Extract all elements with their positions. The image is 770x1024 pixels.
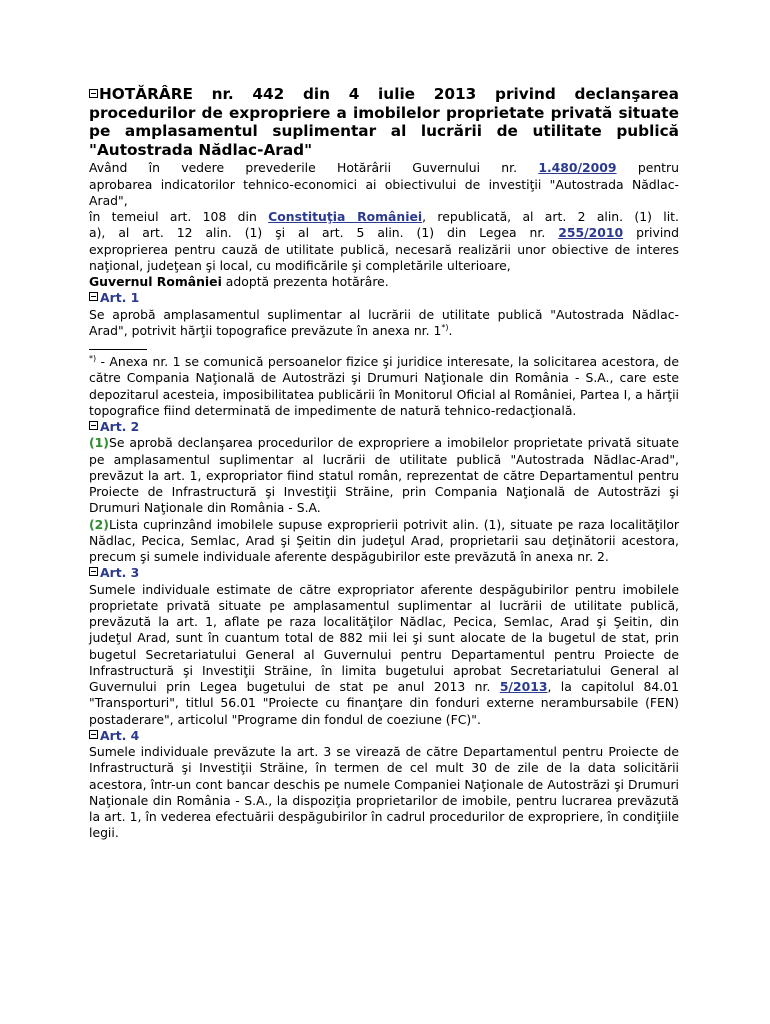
document-page: [89, 85, 679, 842]
link-legea-5-2013[interactable]: 5/2013: [499, 679, 548, 695]
art1-text: Se aprobă amplasamentul suplimentar al lucrării de utilitate publică "Autostrada Nădlac-Arad", potrivit hărţii topografice prevăzute în anexa nr. 1*).: [89, 306, 679, 338]
collapse-box-icon[interactable]: [89, 89, 98, 98]
preamble-adoption: Guvernul României adoptă prezenta hotărâre.: [89, 274, 389, 290]
collapse-box-icon[interactable]: [89, 567, 98, 576]
document-title: HOTĂRÂRE nr. 442 din 4 iulie 2013 privind declanşarea procedurilor de expropriere a imobilelor proprietate privată situate pe amplasamentul suplimentar al lucrării de utilitate publică "Autostrada Nădlac-Arad": [89, 85, 679, 159]
link-hg-1480-2009[interactable]: 1.480/2009: [538, 160, 617, 176]
collapse-box-icon[interactable]: [89, 730, 98, 739]
preamble-line-3: în temeiul art. 108 din Constituţia României, republicată, al art. 2 alin. (1) lit.: [89, 209, 679, 225]
art3-text: Sumele individuale estimate de către expropriator aferente despăgubirilor pentru imobilele proprietate privată situate pe amplasamentul suplimentar al lucrării de utilitate publică, prevăzută la art. 1, aflate pe raza localităţilor Nădlac, Pecica, Semlac, Arad şi Şeitin, din judeţul Arad, sunt în cuantum total de 882 mii lei şi sunt alocate de la bugetul de stat, prin bugetul Secretariatului General al Guvernului pentru Departamentul pentru Proiecte de Infrastructură şi Investiţii Străine, în limita bugetului aprobat Secretariatului General al Guvernului prin Legea bugetului de stat pe anul 2013 nr. 5/2013, la capitolul 84.01 "Transporturi", titlul 56.01 "Proiecte cu finanţare din fonduri externe nerambursabile (FEN) postaderare", articolul "Programe din fondul de coeziune (FC)".: [89, 581, 679, 727]
collapse-box-icon[interactable]: [89, 421, 98, 430]
art4-heading[interactable]: Art. 4: [89, 728, 679, 744]
art2-heading[interactable]: Art. 2: [89, 419, 679, 435]
footnote-separator: [89, 349, 147, 350]
alineat-label: (2): [89, 516, 109, 532]
art2-alin1: (1)Se aprobă declanşarea procedurilor de expropriere a imobilelor proprietate privată situate pe amplasamentul suplimentar al lucrării de utilitate publică "Autostrada Nădlac-Arad", prevăzut la art. 1, expropriator fiind statul român, reprezentat de către Departamentul pentru Proiecte de Infrastructură şi Investiţii Străine, prin Compania Naţională de Autostrăzi şi Drumuri Naţionale din România - S.A.: [89, 435, 679, 516]
art1-heading[interactable]: Art. 1: [89, 290, 679, 306]
preamble-line-4: a), al art. 12 alin. (1) şi al art. 5 alin. (1) din Legea nr. 255/2010 privind: [89, 225, 679, 241]
art3-heading[interactable]: Art. 3: [89, 565, 679, 581]
art4-text: Sumele individuale prevăzute la art. 3 se virează de către Departamentul pentru Proiecte de Infrastructură şi Investiţii Străine, în termen de cel mult 30 de zile de la data solicitării acestora, într-un cont bancar deschis pe numele Companiei Naţionale de Autostrăzi şi Drumuri Naţionale din România - S.A., la dispoziţia proprietarilor de imobile, pentru lucrarea prevăzută la art. 1, în vederea efectuării despăgubirilor în cadrul procedurilor de expropriere, în condiţiile legii.: [89, 744, 679, 841]
preamble-line-2: aprobarea indicatorilor tehnico-economici ai obiectivului de investiţii "Autostrada Nădlac-Arad",: [89, 176, 679, 208]
preamble-line-5: exproprierea pentru cauză de utilitate publică, necesară realizării unor obiective de interes naţional, judeţean şi local, cu modificările şi completările ulterioare,: [89, 241, 679, 273]
preamble-line-1: Având în vedere prevederile Hotărârii Guvernului nr. 1.480/2009 pentru: [89, 160, 679, 176]
collapse-box-icon[interactable]: [89, 292, 98, 301]
alineat-label: (1): [89, 435, 109, 451]
art2-alin2: (2)Lista cuprinzând imobilele supuse exproprierii potrivit alin. (1), situate pe raza localităţilor Nădlac, Pecica, Semlac, Arad şi Şeitin din judeţul Arad, proprietarii sau deţinătorii acestora, precum şi sumele individuale aferente despăgubirilor este prevăzută în anexa nr. 2.: [89, 516, 679, 565]
link-legea-255-2010[interactable]: 255/2010: [558, 225, 624, 241]
preamble: [89, 160, 679, 290]
link-constitutia-romaniei[interactable]: Constituţia României: [268, 209, 423, 225]
footnote: *) - Anexa nr. 1 se comunică persoanelor fizice şi juridice interesate, la solicitarea acestora, de către Compania Naţională de Autostrăzi şi Drumuri Naţionale din România - S.A., care este depozitarul acesteia, imposibilitatea publicării în Monitorul Oficial al României, Partea I, a hărţii topografice fiind determinată de impedimente de natură tehnico-redacţională.: [89, 354, 679, 418]
